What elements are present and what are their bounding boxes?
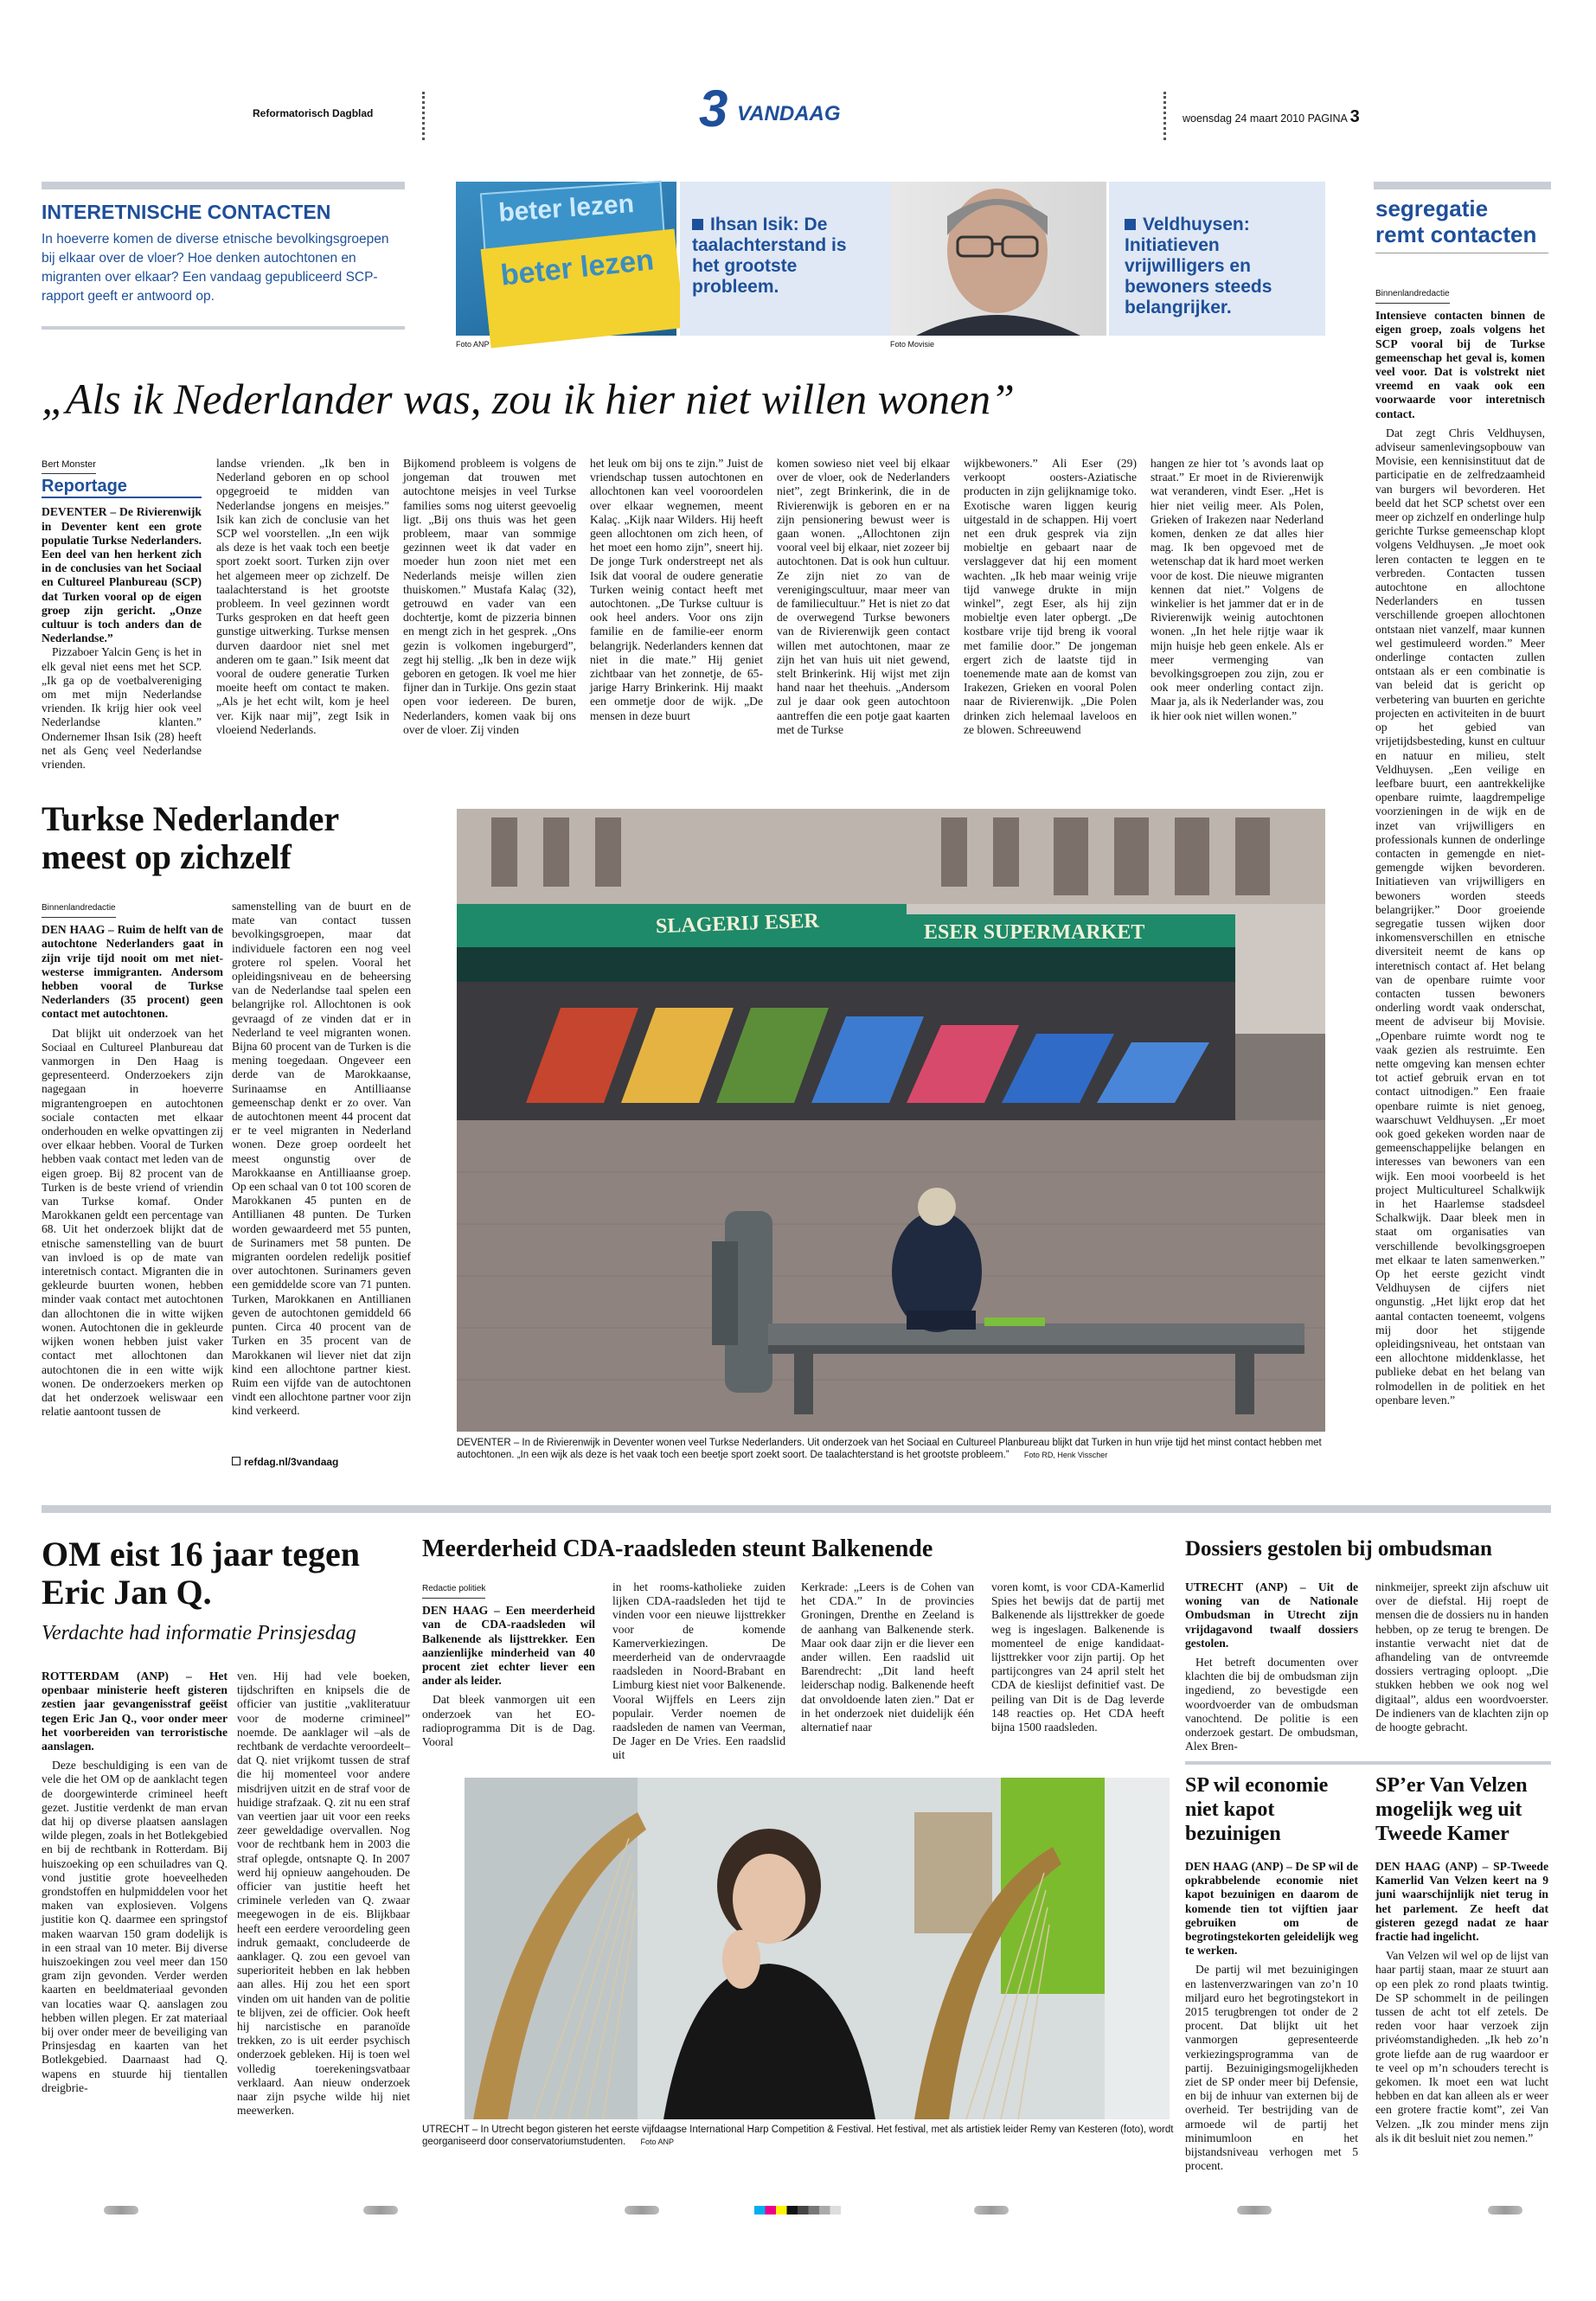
book-title-1: beter lezen	[497, 189, 635, 228]
dossiers-col-1	[1185, 1580, 1358, 1753]
dossiers-body-2: ninkmeijer, spreekt zijn afschuw uit over de diefstal. Hij roept de mensen die de dossiers nu in handen hebben, op ze terug te brengen. De instantie verwacht niet dat de afhandeling van de ontvreemde dossiers vertraging oploopt. „Die stukken hebben we ook nog wel digitaal”, aldus een woordvoerster. De indieners van de klachten zijn op de hoogte gebracht.	[1375, 1580, 1548, 1734]
om-subheadline: Verdachte had informatie Prinsjesdag	[42, 1622, 356, 1644]
reportage-byline: Bert Monster	[42, 458, 96, 474]
header-divider-left	[422, 92, 425, 140]
reportage-body-4: het leuk om bij ons te zijn.” Juist de vriendschap tussen autochtonen en allochtonen kan veel vooroordelen over elkaar wegnemen, meent Kalaç. „Kijk naar Wilders. Hij heeft geen allochtonen om zich heen, of het moet een homo zijn”, sneert hij. De jonge Turk onderstreept net als Isik dat vooral de oudere generatie Turken weinig contact heeft met autochtonen. „De Turkse cultuur is ook heel anders. Voor ons zijn familie en de familie-eer enorm belangrijk. Nederlanders kennen dat niet in die mate.” Hij geniet zichtbaar van het zonnetje, de 65-jarige Harry Brinkerink. Hij maakt een ommetje door de wijk. „De mensen in deze buurt	[590, 457, 763, 722]
turkse-body-1: Dat blijkt uit onderzoek van het Sociaal en Cultureel Planbureau dat vanmorgen in Den Haag is gepresenteerd. Onderzoekers zijn nagegaan in hoeverre migrantengroepen en autochtonen sociale contacten met elkaar onderhouden en welke opvattingen zij over elkaar hebben. Vooral de Turken hebben vaak contact met leden van de eigen groep. Bij 82 procent van de Turken is de beste vriend of vriendin van Turkse komaf. Onder Marokkanen geldt een percentage van 68. Uit het onderzoek blijkt dat de etnische samenstelling van de buurt van invloed is op de mate van interetnisch contact. Migranten die in gekleurde buurten wonen, hebben minder vaak contact met autochtonen dan allochtonen die in witte wijken wonen. Autochtonen die in gekleurde wijken wonen hebben juist vaker contact met allochtonen dan autochtonen die in een witte wijk wonen. De onderzoekers merken op dat het onderzoek weliswaar een relatie aantoont tussen de	[42, 1026, 223, 1419]
web-link-text: refdag.nl/3vandaag	[244, 1456, 339, 1468]
sp-headline: SP wil economie niet kapot bezuinigen	[1185, 1774, 1329, 1845]
harpist-photo-credit: Foto ANP	[640, 2138, 674, 2146]
reportage-body-1: Pizzaboer Yalcin Genç is het in elk geval niet eens met het SCP. „Ik ga op de voetbalvereniging om met mijn Nederlandse vrienden. Ik krijg hier ook veel Nederlandse klanten.” Ondernemer Ihsan Isik (28) heeft net als Genç veel Nederlandse vrienden.	[42, 645, 202, 772]
paper-name: Reformatorisch Dagblad	[253, 107, 374, 119]
reportage-body-3: Bijkomend probleem is volgens de jongeman dat trouwen met autochtone meisjes in veel Turkse families soms nog uiterst geevoelig ligt. „Bij ons thuis was het geen probleem, maar van sommige gezinnen weet ik dat vader en moeder hun zoon niet met een Nederlands meisje willen zien thuiskomen.” Mustafa Kalaç (32), getrouwd en vader van een dochtertje, komt de pizzeria binnen en mengt zich in het gesprek. „Ons gezin is volkomen ingeburgerd”, zegt hij stellig. „Ik ben in deze wijk geboren en getogen. Ik voel me hier fijner dan in Turkije. Ons gezin staat open voor iedereen. De buren, Nederlanders, komen vaak bij ons over de vloer. Zij vinden	[403, 457, 576, 736]
square-bullet-icon	[692, 219, 703, 230]
print-mark-bar	[104, 2206, 138, 2214]
sp-lead: DEN HAAG (ANP) – De SP wil de opkrabbelende economie niet kapot bezuinigen en daarom de komende tien tot vijftien jaar gebruiken om de begrotingstekorten geleidelijk weg te werken.	[1185, 1860, 1358, 1958]
cda-col-1	[422, 1580, 595, 1762]
deventer-caption	[457, 1437, 1325, 1461]
segregatie-body: Dat zegt Chris Veldhuysen, adviseur samenlevingsopbouw van Movisie, een kennisinstituut dat de participatie en de zelfredzaamheid van burgers wil bevorderen. Het beeld dat het SCP schetst over een meer op zichzelf en onderlinge hulp gerichte Turkse gemeenschap klopt volgens Veldhuysen. „Je moet ook leren contacten te leggen en te verbreden. Contacten tussen autochtone en allochtone Nederlanders en tussen verschillende groepen allochtonen ontstaan niet vanzelf, maar kunnen wel gestimuleerd worden.” Meer onderlinge contacten zullen ontstaan als er een combinatie is van beleid dat is gericht op verbetering van buurten en gerichte projecten en activiteiten in de buurt op het gebied van vrijetijdsbesteding, kunst en cultuur en natuur en milieu, stelt Veldhuysen. „Een veilige en leefbare buurt, een aantrekkelijke openbare ruimte, laagdrempelige voorzieningen in de wijk en de inzet van vrijwilligers en professionals kunnen de onderlinge contacten in gemengde en niet-gemengde wijken bevorderen. Initiatieven van vrijwilligers en bewoners worden steeds belangrijker.” Door groeiende segregatie tussen wijken door inkomensverschillen en etnische diversiteit neemt de kans op interetnisch contact af. Het belang van de openbare ruimte voor contacten tussen bewoners onderling wordt vaak onderschat, meent de adviseur bij Movisie. „Openbare ruimte wordt nog te vaak gezien als restruimte. Een nette omgeving kan mensen echter tot actief gebruik ervan en tot contact uitnodigen.” Een fraaie openbare ruimte is niet genoeg, waarschuwt Veldhuysen. „Er moet ook goed gekeken worden naar de gemeenschappelijke belangen en interesses van bewoners van een wijk. Een mooi voorbeeld is het project Multicultureel Schalkwijk in het Haarlemse stadsdeel Schalkwijk. Daar bleek men in staat om organisaties van verschillende bevolkingsgroepen met elkaar te laten samenwerken.” Op het eerste gezicht vindt Veldhuysen de cijfers niet ongunstig. „Het lijkt erop dat het aantal contacten toeneemt, volgens mij door het stijgende opleidingsniveau, het ontstaan van een allochtone middenklasse, het publieke debat en het belang van rolmodellen in de politiek en het openbare leven.”	[1375, 426, 1545, 1407]
square-bullet-icon	[1125, 219, 1136, 230]
dossiers-headline: Dossiers gestolen bij ombudsman	[1185, 1537, 1492, 1561]
turkse-col-2	[232, 900, 411, 1453]
velzen-body: Van Velzen wil wel op de lijst van haar partij staan, maar ze stuurt aan op een plek zo rond plaats twintig. De SP schommelt in de peilingen tussen de acht tot elf zetels. De reden voor haar verzoek zijn privéomstandigheden. „Ik heb zo’n grote liefde aan de rug waardoor er te veel op m’n schouders terecht is gekomen. Ik moet een wat lucht hebben en dat kan alleen als er weer een grotere fractie komt”, zei Van Velzen. „Ik zou minder mens zijn als ik dit besluit niet zou nemen.”	[1375, 1949, 1548, 2144]
photo-sign-supermarket: ESER SUPERMARKET	[924, 921, 1145, 944]
book-photo-credit: Foto ANP	[456, 340, 490, 349]
quote-1-text: Ihsan Isik: De taalachterstand is het grootste probleem.	[692, 215, 847, 297]
turkse-body-2: samenstelling van de buurt en de mate van contact tussen bevolkingsgroepen, maar dat individuele factoren een nog veel grotere rol spelen. Vooral het opleidingsniveau en de beheersing van de Nederlandse taal spelen een belangrijke rol. Allochtonen is ook gevraagd of ze vinden dat er in Nederland te veel migranten wonen. Bijna 60 procent van de Turken is die mening toegedaan. Ongeveer een derde van de Marokkaanse, Surinaamse en Antilliaanse gemeenschap denkt er zo over. Van de autochtonen meent 44 procent dat er te veel migranten in Nederland wonen. Deze groep oordeelt het meest ongunstig over de Marokkaanse en Antilliaanse groep. Op een schaal van 0 tot 100 scoren de Marokkanen 45 punten en de Antillianen 48 punten. De Turken worden gewaardeerd met 55 punten, de Surinamers met 58 punten. De migranten oordelen redelijk positief over autochtonen. Surinamers geven een gemiddelde score van 71 punten. Turken, Marokkanen en Antillianen geven de autochtonen gemiddeld 66 punten. Circa 40 procent van de Turken en 35 procent van de Marokkanen wil liever niet dat zijn kind een allochtone partner kiest. Ruim een vijfde van de autochtonen vindt een allochtone partner voor zijn kind verkeerd.	[232, 900, 411, 1418]
velzen-headline: SP’er Van Velzen mogelijk weg uit Tweede Kamer	[1375, 1774, 1528, 1845]
cda-byline: Redactie politiek	[422, 1582, 485, 1599]
reportage-kicker: Reportage	[42, 479, 202, 498]
reportage-col-1	[42, 457, 202, 772]
veldhuysen-portrait	[890, 182, 1106, 336]
intro-text: In hoeverre komen de diverse etnische bevolkingsgroepen bij elkaar over de vloer? Hoe denken autochtonen en migranten over elkaar? Een vandaag gepubliceerd SCP-rapport geeft er antwoord op.	[42, 232, 389, 304]
portrait-credit: Foto Movisie	[890, 340, 935, 349]
page-date	[1183, 107, 1360, 127]
header-divider-right	[1163, 92, 1166, 140]
section-title: VANDAAG	[737, 102, 841, 125]
intro-bottom-rule	[42, 326, 405, 330]
om-lead: ROTTERDAM (ANP) – Het openbaar ministerie heeft gisteren zestien jaar gevangenisstraf geëist tegen Eric Jan Q., voor onder meer het voorbereiden van terroristische aanslagen.	[42, 1670, 228, 1753]
turkse-headline: Turkse Nederlander meest op zichzelf	[42, 799, 339, 876]
teaser-quote-2	[1125, 215, 1317, 318]
cda-body-2: in het rooms-katholieke zuiden lijken CDA-raadsleden het tijd te vinden voor een nieuwe lijsttrekker voor de komende Kamerverkiezingen. De meerderheid van de ondervraagde raadsleden in Noord-Brabant en Limburg kiest niet voor Balkenende. Vooral Wijffels en Leers zijn populair. Verder noemen de raadsleden de namen van Veerman, De Jager en De Vries. Een raadslid uit	[612, 1580, 785, 1762]
cda-col-3	[801, 1580, 974, 1762]
segregatie-headline: remt contacten	[1375, 221, 1537, 247]
om-body-2: ven. Hij had vele boeken, tijdschriften en knipsels die de officier van justitie „vakliteratuur voor de moderne crimineel” noemde. De aanklager wil –als de rechtbank de verdachte veroordeelt– dat Q. niet vrijkomt tussen de straf die hij momenteel voor andere misdrijven uitzit en de straf voor de huidige strafzaak. Q. zit nu een straf van veertien jaar uit voor een reeks zeer geweldadige overvallen. Nog voor de rechtbank hem in 2003 die straf oplegde, ontsnapte Q. In 2007 werd hij opnieuw aangehouden. De officier van justitie heeft het criminele verleden van Q. zwaar meegewogen in de eis. Blijkbaar heeft een eerdere veroordeling geen indruk gemaakt, concludeerde de aanklager. Q. zou een gevoel van superioriteit hebben en lak hebben aan alles. Hij zou het een sport vinden om uit handen van de politie te blijven, zei de officier. Ook heeft hij narcistische en paranoïde trekken, zo is uit eerder psychisch onderzoek gebleken. Hij is toen wel volledig toerekeningsvatbaar verklaard. Aan nieuw onderzoek naar zijn psyche wilde hij niet meewerken.	[237, 1670, 410, 2118]
deventer-photo	[457, 809, 1325, 1432]
segregatie-text	[1375, 285, 1545, 1497]
quote-2-text: Veldhuysen: Initiatieven vrijwilligers en bewoners steeds belangrijker.	[1125, 215, 1272, 317]
segregatie-top-rule	[1374, 182, 1551, 189]
reportage-lead: DEVENTER – De Rivierenwijk in Deventer kent een grote populatie Turkse Nederlanders. Een deel van hen herkent zich in de conclusies van het Sociaal en Cultureel Planbureau (SCP) dat Turken vooral op de eigen groep zijn gericht. „Onze cultuur is toch anders dan de Nederlandse.”	[42, 505, 202, 645]
segregatie-lead: Intensieve contacten binnen de eigen groep, zoals volgens het SCP vooral bij de Turkse gemeenschap het geval is, komen veel voor. Dat is volstrekt niet vreemd en vaak ook een voorwaarde voor interetnisch contact.	[1375, 309, 1545, 420]
portrait-svg	[890, 182, 1106, 336]
book-photo	[456, 182, 676, 336]
om-col-2	[237, 1670, 410, 2154]
reportage-body-7: hangen ze hier tot ’s avonds laat op straat.” Er moet in de Rivierenwijk wat veranderen, vindt Eser. „Het is hier niet veilig meer. Als Polen, Grieken of Irakezen naar Nederland komen, denken ze dat alles hier mag. Ik ben opgevoed met de wetenschap dat ik hard moet werken voor de kost. Die nieuwe migranten kennen dat niet.” Volgens de winkelier is het jammer dat er in de Rivierenwijk weinig autochtonen wonen. „In het hele rijtje waar ik mijn huisje heb geen enkele. Als er meer vermenging van bevolkingsgroepen zou zijn, zou er ook meer onderling contact zijn. Maar ja, als ik Nederlander was, zou ik hier ook niet willen wonen.”	[1151, 457, 1324, 722]
sp-body: De partij wil met bezuinigingen en lastenverzwaringen van zo’n 10 miljard euro het begrotingstekort in 2015 terugbrengen tot onder de 2 procent. Dat blijkt uit het vanmorgen gepresenteerde verkiezingsprogramma van de partij. Bezuinigingsmogelijkheden ziet de SP onder meer bij Defensie, en bij de inhuur van externen bij de overheid. Ter bestrijding van de armoede wil de partij het minimumloon en het bijstandsniveau verhogen met 5 procent.	[1185, 1963, 1358, 2173]
bottom-right-rule	[1185, 1761, 1551, 1765]
velzen-lead: DEN HAAG (ANP) – SP-Tweede Kamerlid Van Velzen keert na 9 juni waarschijnlijk niet terug in het parlement. Ze heeft dat gisteren gezegd nadat ze haar fractie had ingelicht.	[1375, 1860, 1548, 1944]
om-body-1: Deze beschuldiging is een van de vele die het OM op de aanklacht tegen de doorgewinterde crimineel heeft gezet. Justitie verdenkt de man ervan dat hij op diverse plaatsen aanslagen wilde plegen, zoals in het Botlekgebied en bij de rechtbank in Rotterdam. Bij huiszoeking op een schuiladres van Q. vond justitie grote hoeveelheden grondstoffen en hulpmiddelen voor het maken van explosieven. Volgens justitie kon Q. daarmee een springstof maken waarvan 150 gram dodelijk is in een straal van 10 meter. Bij diverse huiszoekingen zou veel meer dan 150 gram zijn gevonden. Verder werden kaarten en beeldmateriaal gevonden van locaties waar Q. aanslagen zou hebben willen plegen. Er zat materiaal bij over onder meer de beveiliging van Prinsjesdag en kaarten van het Botlekgebied. Daarnaast had Q. wapens en stuurde hij tientallen dreigbrie-	[42, 1759, 228, 2094]
harpist-caption	[422, 2124, 1175, 2148]
cda-body-3: Kerkrade: „Leers is de Cohen van het CDA.” In de provincies Groningen, Drenthe en Zeeland is de aanhang van Balkenende sterk. Maar ook daar zijn er die liever een ander willen. Een raadslid uit Barendrecht: „Dit land heeft leiderschap nodig. Balkenende heeft dat onvoldoende laten zien.” Dat er in het onderzoek niet duidelijk één alternatief naar	[801, 1580, 974, 1734]
color-calibration-strip	[754, 2206, 841, 2214]
harpist-photo	[465, 1778, 1170, 2119]
photo-sign-slagerij: SLAGERIJ ESER	[655, 909, 820, 939]
reportage-col-7	[1151, 457, 1324, 768]
om-headline: OM eist 16 jaar tegen Eric Jan Q.	[42, 1535, 361, 1612]
intro-top-rule	[42, 182, 405, 189]
dossiers-col-2	[1375, 1580, 1548, 1753]
cda-lead: DEN HAAG – Een meerderheid van de CDA-raadsleden wil Balkenende als lijsttrekker. Een aanzienlijke minderheid van 40 procent ziet echter liever een ander als leider.	[422, 1604, 595, 1688]
reportage-col-4	[590, 457, 763, 768]
dossiers-lead: UTRECHT (ANP) – Uit de woning van de Nationale Ombudsman in Utrecht zijn vrijdagavond twaalf dossiers gestolen.	[1185, 1580, 1358, 1650]
reportage-col-5	[777, 457, 950, 768]
print-mark-bar	[363, 2206, 398, 2214]
section-divider-rule	[42, 1505, 1551, 1513]
cda-body-1: Dat bleek vanmorgen uit een onderzoek van het EO-radioprogramma Dit is de Dag. Vooral	[422, 1693, 595, 1749]
cda-body-4: voren komt, is voor CDA-Kamerlid Spies het bewijs dat de partij met Balkenende als lijsttrekker de goede weg is ingeslagen. Balkenende is momenteel de enige kandidaat-lijsttrekker voor zijn partij. Op het partijcongres van 24 april stelt het CDA de kieslijst definitief vast. De peiling van Dit is de Dag leverde 148 reacties op. Het CDA heeft bijna 1500 raadsleden.	[991, 1580, 1164, 1734]
segregatie-byline: Binnenlandredactie	[1375, 287, 1450, 304]
deventer-caption-text: DEVENTER – In de Rivierenwijk in Deventer wonen veel Turkse Nederlanders. Uit onderzoek van het Sociaal en Cultureel Planbureau blijkt dat Turken in hun vrije tijd het minst contact hebben met autochtonen. „In een wijk als deze is het vaak toch een beetje sport zoekt soort. De taalachterstand is het grootste probleem.”	[457, 1438, 1322, 1460]
deventer-photo-svg	[457, 809, 1325, 1432]
print-mark-bar	[1488, 2206, 1522, 2214]
intro-title: INTERETNISCHE CONTACTEN	[42, 201, 331, 223]
teaser-quote-1	[692, 215, 878, 298]
reportage-body-5: komen sowieso niet veel bij elkaar over de vloer, ook de Nederlanders niet”, zegt Brinkerink, die in de Rivierenwijk is geboren en er na zijn pensionering bewust weer is gaan wonen. „Allochtonen zijn vooral veel bij elkaar, niet zozeer bij autochtonen. Dat is ook hun cultuur. Ze zijn niet zo van de verenigingscultuur, maar meer van de familiecultuur.” Het is niet zo dat de overwegend Turkse bewoners van de Rivierenwijk geen contact willen met autochtonen, maar ze zijn het van huis uit niet gewend, stelt Brinkerink. Hij wijst met zijn hand naar het theehuis. „Andersom zul je daar ook geen autochtoon aantreffen die een potje gaat kaarten met de Turkse	[777, 457, 950, 736]
segregatie-kicker: segregatie	[1375, 195, 1489, 221]
harpist-photo-svg	[465, 1778, 1170, 2119]
turkse-lead: DEN HAAG – Ruim de helft van de autochtone Nederlanders gaat in zijn vrije tijd nooit om met niet-westerse immigranten. Andersom hebben vooral de Turkse Nederlanders (35 procent) geen contact met autochtonen.	[42, 923, 223, 1021]
harpist-caption-text: UTRECHT – In Utrecht begon gisteren het eerste vijfdaagse International Harp Competition & Festival. Het festival, met als artistiek leider Remy van Kesteren (foto), wordt georganiseerd door conservatoriumstudenten.	[422, 2125, 1174, 2147]
print-mark-bar	[974, 2206, 1009, 2214]
print-mark-bar	[1237, 2206, 1272, 2214]
print-mark-bar	[625, 2206, 659, 2214]
reportage-col-6	[964, 457, 1137, 768]
page-number-badge: 3	[699, 80, 728, 138]
date-text: woensdag 24 maart 2010	[1183, 112, 1305, 125]
cda-col-2	[612, 1580, 785, 1762]
deventer-photo-credit: Foto RD, Henk Visscher	[1023, 1451, 1108, 1459]
dossiers-body-1: Het betreft documenten over klachten die bij de ombudsman zijn ingediend, zo bevestigde een woordvoerder van de ombudsman vanochtend. De politie is een onderzoek gestart. De ombudsman, Alex Bren-	[1185, 1656, 1358, 1753]
turkse-web-link[interactable]	[232, 1456, 338, 1468]
page-label: PAGINA	[1307, 112, 1348, 125]
turkse-col-1	[42, 900, 223, 1471]
book-cover-2	[481, 229, 685, 349]
cda-col-4	[991, 1580, 1164, 1762]
external-link-icon	[232, 1457, 240, 1465]
velzen-text	[1375, 1860, 1548, 2154]
cda-headline: Meerderheid CDA-raadsleden steunt Balkenende	[422, 1535, 933, 1562]
om-col-1	[42, 1670, 228, 2154]
sp-text	[1185, 1860, 1358, 2173]
reportage-col-2	[216, 457, 389, 768]
reportage-col-3	[403, 457, 576, 768]
book-title-2: beter lezen	[498, 243, 656, 292]
turkse-byline: Binnenlandredactie	[42, 901, 116, 918]
reportage-body-2: landse vrienden. „Ik ben in Nederland geboren en op school opgegroeid te midden van Nederlandse jongens en meisjes.” Isik kan zich de conclusie van het SCP wel voorstellen. „In een wijk als deze is het vaak toch een beetje sport zoekt soort. Turken zijn over het algemeen meer op zichzelf. De taalachterstand is het grootste probleem. In veel gezinnen wordt Turks gesproken en dat heeft geen gunstige uitwerking. Turkse mensen durven daardoor niet snel met anderen om te gaan.” Isik meent dat vooral de oudere generatie Turken moeite heeft om contact te maken. „Als je het echt wilt, kom je heel ver. Kijk naar mij”, zegt Isik in vloeiend Nederlands.	[216, 457, 389, 736]
main-headline: „Als ik Nederlander was, zou ik hier niet willen wonen”	[42, 375, 1015, 423]
reportage-body-6: wijkbewoners.” Ali Eser (29) verkoopt oosters-Aziatische producten in zijn gelijknamige toko. Exotische waren liggen keurig uitgestald in de schappen. Hij voert net een druk gesprek via zijn mobieltje en gebaart naar de verslaggever dat hij een moment wachten. „Ik heb maar weinig vrije tijd vanwege drukte in mijn winkel”, zegt Eser, als hij zijn mobieltje even later opbergt. „De kostbare vrije tijd breng ik vooral met familie door.” De jongeman ergert zich de laatste tijd in toenemende mate aan de komst van Irakezen, Grieken en vooral Polen naar de Rivierenwijk. „Die Polen drinken zich helemaal laveloos en ze blowen. Schreeuwend	[964, 457, 1137, 736]
page-number-right: 3	[1349, 107, 1360, 126]
